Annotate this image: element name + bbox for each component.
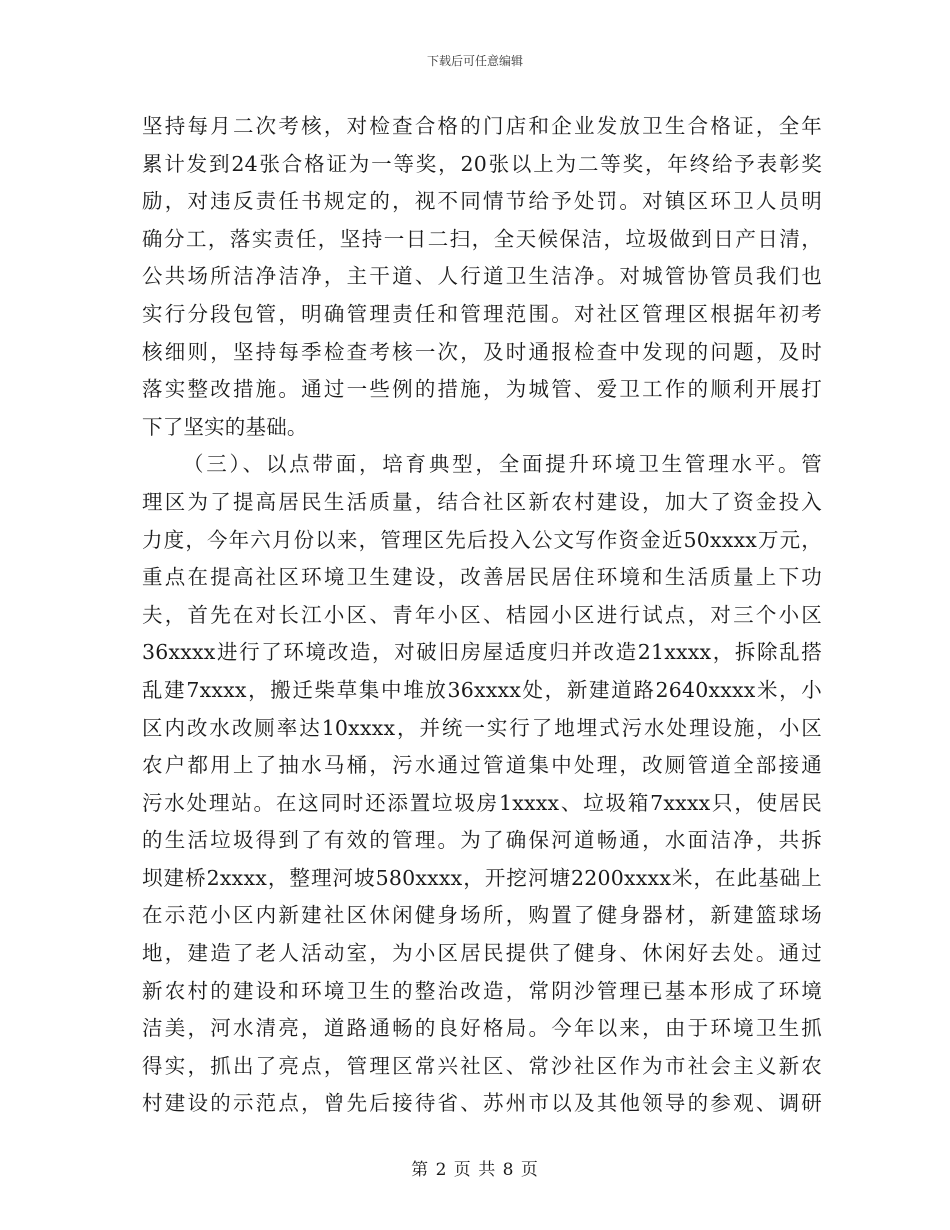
body-line: 力度，今年六月份以来，管理区先后投入公文写作资金近50xxxx万元， <box>142 527 822 552</box>
body-line: 乱建7xxxx，搬迁柴草集中堆放36xxxx处，新建道路2640xxxx米，小 <box>142 677 822 702</box>
body-line: 新农村的建设和环境卫生的整治改造，常阴沙管理已基本形成了环境 <box>142 978 822 1003</box>
document-body <box>142 108 822 1123</box>
body-line: 区内改水改厕率达10xxxx，并统一实行了地埋式污水处理设施，小区 <box>142 715 822 740</box>
body-line: 在示范小区内新建社区休闲健身场所，购置了健身器材，新建篮球场 <box>142 903 822 928</box>
body-line: 实行分段包管，明确管理责任和管理范围。对社区管理区根据年初考 <box>142 301 822 326</box>
body-line: 的生活垃圾得到了有效的管理。为了确保河道畅通，水面洁净，共拆 <box>142 828 822 853</box>
body-line: 坝建桥2xxxx，整理河坡580xxxx，开挖河塘2200xxxx米，在此基础上 <box>142 865 822 890</box>
body-line: 村建设的示范点，曾先后接待省、苏州市以及其他领导的参观、调研 <box>142 1091 822 1116</box>
section-heading-line: （三）、以点带面，培育典型，全面提升环境卫生管理水平。管 <box>183 452 822 477</box>
body-line: 农户都用上了抽水马桶，污水通过管道集中处理，改厕管道全部接通 <box>142 753 822 778</box>
body-line: 确分工，落实责任，坚持一日二扫，全天候保洁，垃圾做到日产日清， <box>142 226 822 251</box>
body-line: 落实整改措施。通过一些例的措施，为城管、爱卫工作的顺利开展打 <box>142 377 822 402</box>
body-line: 夫，首先在对长江小区、青年小区、桔园小区进行试点，对三个小区 <box>142 602 822 627</box>
body-line: 坚持每月二次考核，对检查合格的门店和企业发放卫生合格证，全年 <box>142 114 822 138</box>
body-line: 累计发到24张合格证为一等奖，20张以上为二等奖，年终给予表彰奖 <box>142 151 822 176</box>
paragraph-end-line: 下了坚实的基础。 <box>142 414 308 439</box>
body-line: 励，对违反责任书规定的，视不同情节给予处罚。对镇区环卫人员明 <box>142 189 822 214</box>
page-number-footer: 第 2 页 共 8 页 <box>411 1160 539 1180</box>
body-line: 公共场所洁净洁净，主干道、人行道卫生洁净。对城管协管员我们也 <box>142 264 822 289</box>
body-line: 洁美，河水清亮，道路通畅的良好格局。今年以来，由于环境卫生抓 <box>142 1016 822 1041</box>
body-line: 理区为了提高居民生活质量，结合社区新农村建设，加大了资金投入 <box>142 489 822 514</box>
body-line: 地，建造了老人活动室，为小区居民提供了健身、休闲好去处。通过 <box>142 941 822 966</box>
body-line: 重点在提高社区环境卫生建设，改善居民居住环境和生活质量上下功 <box>142 565 822 590</box>
body-line: 得实，抓出了亮点，管理区常兴社区、常沙社区作为市社会主义新农 <box>142 1053 822 1078</box>
page-header-note: 下载后可任意编辑 <box>426 54 523 68</box>
body-line: 核细则，坚持每季检查考核一次，及时通报检查中发现的问题，及时 <box>142 339 822 364</box>
body-line: 36xxxx进行了环境改造，对破旧房屋适度归并改造21xxxx，拆除乱搭 <box>142 640 822 665</box>
body-line: 污水处理站。在这同时还添置垃圾房1xxxx、垃圾箱7xxxx只，使居民 <box>142 790 822 815</box>
